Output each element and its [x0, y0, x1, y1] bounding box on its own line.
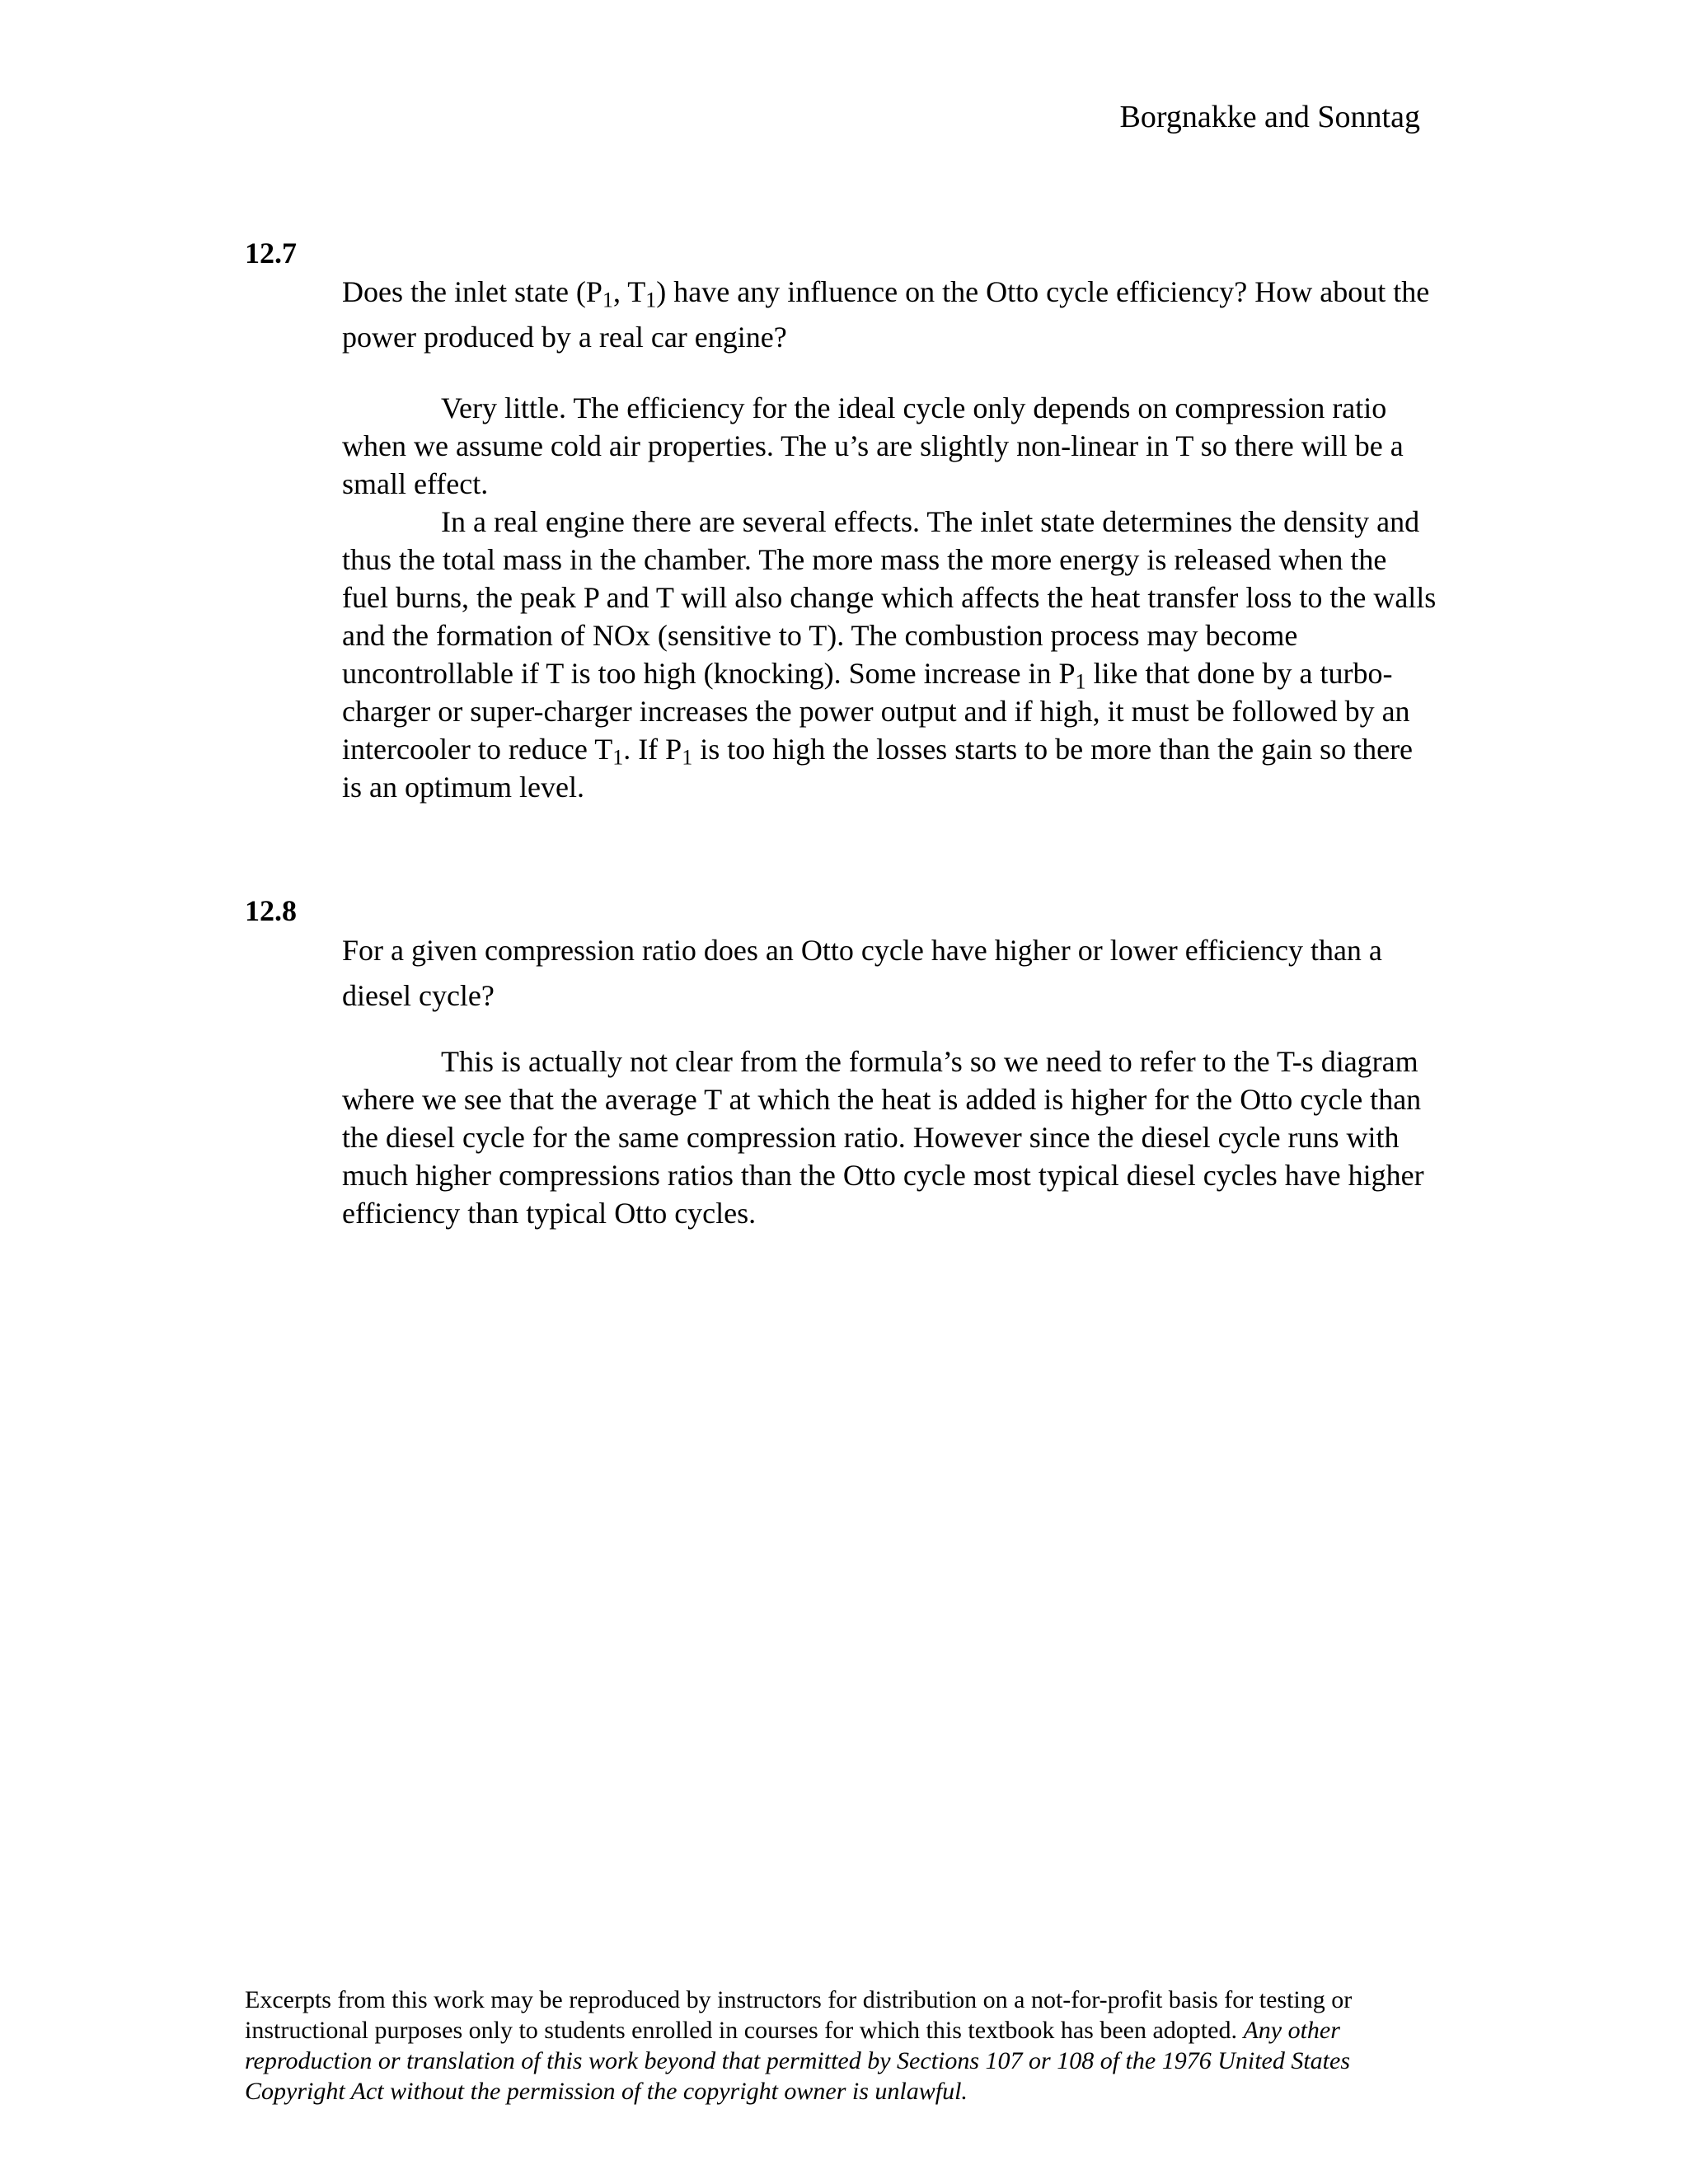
problem-number-12-8: 12.8: [245, 894, 297, 927]
answer-text: Very little. The efficiency for the ideal cycle only depends on compression ratio when we assume cold air properties. The u’s are slightly non-linear in T so there will be a small effect.: [342, 391, 1404, 500]
answer-text-part: like that done by a turbo-charger or super-charger increases the power output and if high, it must be followed by an intercooler to reduce T: [342, 657, 1410, 766]
subscript: 1: [682, 745, 693, 770]
answer-text-part: In a real engine there are several effects. The inlet state determines the density and thus the total mass in the chamber. The more mass the more energy is released when the fuel burns, the peak P and T will also change which affects the heat transfer loss to the walls and the formation of NOx (sensitive to T). The combustion process may become uncontrollable if T is too high (knocking). Some increase in P: [342, 505, 1437, 690]
footer-italic-text: Any other reproduction or translation of this work beyond that permitted by Sections 107 or 108 of the 1976 United States Copyright Act without the permission of the copyright owner is unlawful.: [245, 2017, 1351, 2105]
question-text: [342, 269, 1438, 360]
copyright-footer: [245, 1985, 1448, 2107]
problem-12-7-answer: [342, 389, 1438, 806]
answer-text: This is actually not clear from the formula’s so we need to refer to the T-s diagram where we see that the average T at which the heat is added is higher for the Otto cycle than the diesel cycle for the same compression ratio. However since the diesel cycle runs with much higher compressions ratios than the Otto cycle most typical diesel cycles have higher efficiency than typical Otto cycles.: [342, 1045, 1424, 1230]
subscript: 1: [1075, 669, 1086, 694]
page-header-authors: Borgnakke and Sonntag: [1119, 100, 1420, 134]
question-text-part: , T: [612, 275, 646, 308]
problem-12-8-question: [342, 928, 1438, 1019]
problem-number-12-7: 12.7: [245, 237, 297, 269]
subscript: 1: [602, 288, 613, 312]
answer-text: [342, 503, 1438, 806]
question-text-part: ) have any influence on the Otto cycle efficiency? How about the power produced by a real car engine?: [342, 275, 1430, 354]
answer-text-part: is too high the losses starts to be more than the gain so there is an optimum level.: [342, 733, 1414, 804]
answer-text-part: . If P: [623, 733, 682, 766]
answer-paragraph-1: [342, 1043, 1438, 1232]
answer-paragraph-1: [342, 389, 1438, 503]
question-text: For a given compression ratio does an Otto cycle have higher or lower efficiency than a diesel cycle?: [342, 934, 1382, 1012]
answer-paragraph-2: [342, 503, 1438, 806]
footer-text: Excerpts from this work may be reproduced by instructors for distribution on a not-for-profit basis for testing or instructional purposes only to students enrolled in courses for which this textbook has been adopted.: [245, 1986, 1353, 2044]
problem-12-8-answer: [342, 1043, 1438, 1232]
question-text-part: Does the inlet state (P: [342, 275, 603, 308]
subscript: 1: [645, 288, 657, 312]
subscript: 1: [612, 745, 624, 770]
problem-12-7-question: [342, 269, 1438, 360]
